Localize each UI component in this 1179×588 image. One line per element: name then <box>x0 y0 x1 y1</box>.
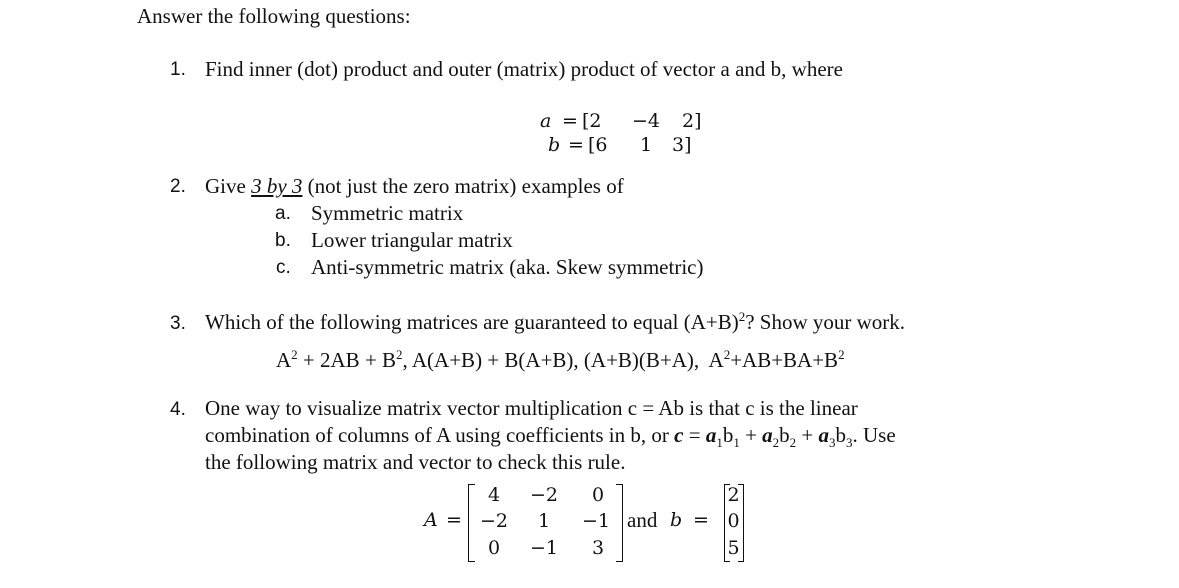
matrix-A-label: A <box>424 509 438 531</box>
q4-line2-post: . Use <box>852 423 896 447</box>
vector-b-val-1: 1 <box>640 134 653 156</box>
matrix-A-cell: −2 <box>479 510 508 532</box>
q4-term-1: $a_1b_1$ + <box>705 423 763 451</box>
vector-b-label: b <box>548 134 561 156</box>
vector-b-eq: = <box>568 134 584 156</box>
q3-number: 3. <box>170 313 186 334</box>
q3-text-after: ? Show your work. <box>745 310 906 334</box>
q3-option-3: $A^2+AB+BA+B^2$ <box>708 347 845 372</box>
q2-item-a-marker: a. <box>275 203 291 224</box>
matrix-A-cell: 0 <box>487 537 501 559</box>
matrix-A-cell: 4 <box>487 484 501 506</box>
q2-item-b-text: Lower triangular matrix <box>311 228 513 252</box>
matrix-A-cell: 1 <box>537 510 551 532</box>
vector-b-col-label: b <box>670 509 683 531</box>
vector-a-val-2: 2] <box>682 110 702 132</box>
matrix-A-cell: −1 <box>581 510 610 532</box>
q2-underlined: 3 by 3 <box>251 174 303 198</box>
page-heading: Answer the following questions: <box>137 4 411 28</box>
matrix-A-cell: −2 <box>529 484 558 506</box>
q2-number: 2. <box>170 176 186 197</box>
q2-text <box>205 176 624 197</box>
q4-line3: the following matrix and vector to check this rule. <box>205 450 626 474</box>
q4-line2: combination of columns of A using coefficients in b, or $c = a_1b_1 + a_2b_2 + a_3b_3$. Use <box>205 423 896 451</box>
q2-item-c-text: Anti-symmetric matrix (aka. Skew symmetric) <box>311 255 704 279</box>
q2-item-a-text: Symmetric matrix <box>311 201 464 225</box>
vector-b-cell: 5 <box>727 537 740 559</box>
q2-text-before: Give <box>205 174 252 198</box>
q2-item-c-marker: c. <box>276 257 291 278</box>
vector-a-val-0: [2 <box>582 110 602 132</box>
and-text: and <box>627 508 658 532</box>
q4-term-3: $a_3b_3$ <box>818 423 853 451</box>
vector-a-label: a <box>540 110 552 132</box>
vector-a-val-1: −4 <box>632 110 661 132</box>
q1-number: 1. <box>170 59 186 80</box>
q4-number: 4. <box>170 399 186 420</box>
q3-option-2: A(A+B) + B(A+B), (A+B)(B+A), <box>411 348 700 372</box>
matrix-A-cell: 3 <box>591 537 605 559</box>
vector-b-cell: 2 <box>727 484 740 506</box>
q3-option-1: $A^2 + 2AB + B^2$, <box>276 347 408 372</box>
vector-a-eq: = <box>562 110 578 132</box>
matrix-A-cell: 0 <box>591 484 605 506</box>
q4-term-2: $a_2b_2$ + <box>762 423 819 451</box>
q1-text: Find inner (dot) product and outer (matrix) product of vector a and b, where <box>205 57 843 81</box>
matrix-A-cell: −1 <box>529 537 558 559</box>
vector-b-val-0: [6 <box>588 134 608 156</box>
vector-b-col-eq: = <box>693 509 709 531</box>
q3-options <box>276 347 845 372</box>
q3-text <box>205 309 906 334</box>
q4-line2-pre: combination of columns of A using coefficients in b, or <box>205 423 675 447</box>
vector-b-val-2: 3] <box>672 134 692 156</box>
q2-text-after: (not just the zero matrix) examples of <box>302 174 624 198</box>
q4-c: c <box>674 423 684 447</box>
q3-text-before: Which of the following matrices are guaranteed to equal (A+B) <box>205 310 739 334</box>
vector-b-cell: 0 <box>727 510 740 532</box>
q4-line1: One way to visualize matrix vector multiplication c = Ab is that c is the linear <box>205 396 858 420</box>
q3-sup: 2 <box>738 309 746 324</box>
matrix-A-eq: = <box>446 509 462 531</box>
q2-item-b-marker: b. <box>275 230 291 251</box>
